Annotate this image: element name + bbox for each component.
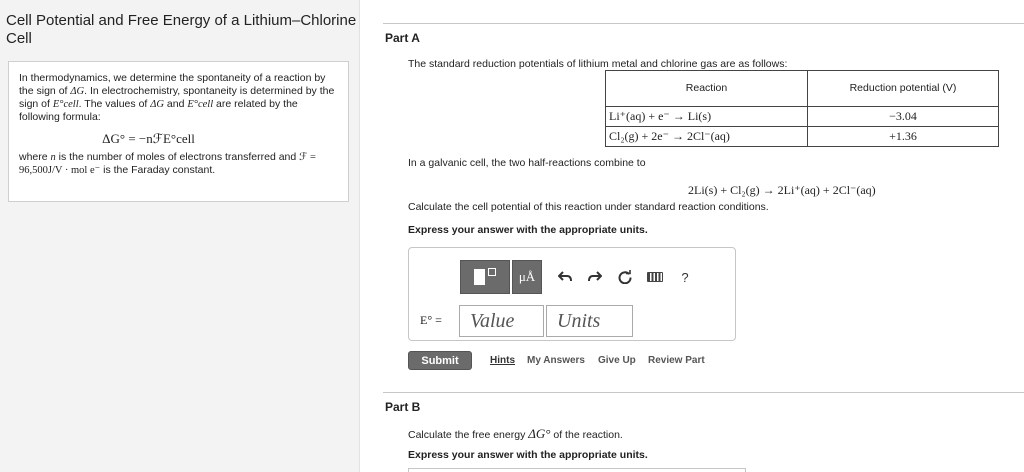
table-row — [606, 127, 999, 147]
table-row — [606, 107, 999, 127]
part-a-question: Calculate the cell potential of this reaction under standard reaction conditions. — [408, 201, 769, 213]
left-panel — [0, 0, 360, 472]
part-a-intro: The standard reduction potentials of lithium metal and chlorine gas are as follows: — [408, 58, 788, 70]
intro-paragraph: In thermodynamics, we determine the spontaneity of a reaction by the sign of ΔG. In electrochemistry, spontaneity is determined by the sign of E°cell. The values of ΔG and E°cell are related by the following formula: — [19, 72, 335, 123]
my-answers-link[interactable]: My Answers — [527, 355, 585, 366]
table-cell-reaction: Li⁺(aq) + e⁻ → Li(s) — [606, 107, 808, 127]
review-part-link[interactable]: Review Part — [648, 355, 705, 366]
faraday-paragraph: where n is the number of moles of electrons transferred and ℱ = 96,500J/V · mol e⁻ is the Faraday constant. — [19, 151, 316, 176]
part-b-answer-box — [408, 468, 746, 472]
reset-circle-svg — [618, 270, 632, 284]
reset-icon[interactable] — [610, 260, 640, 294]
help-icon[interactable]: ? — [681, 269, 689, 285]
part-b-question: Calculate the free energy ΔG° of the reaction. — [408, 426, 623, 441]
submit-button[interactable]: Submit — [408, 351, 472, 370]
intro-box — [8, 61, 349, 202]
part-a-label: Part A — [385, 31, 420, 45]
table-header-reaction: Reaction — [606, 71, 808, 107]
reduction-potentials-table — [605, 70, 999, 147]
give-up-link[interactable]: Give Up — [598, 355, 636, 366]
redo-icon[interactable] — [580, 260, 610, 294]
part-a-divider — [383, 23, 1024, 24]
table-header-potential: Reduction potential (V) — [808, 71, 999, 107]
part-b-label: Part B — [385, 400, 421, 414]
math-toolbar — [460, 260, 700, 294]
undo-icon[interactable] — [550, 260, 580, 294]
galvanic-text: In a galvanic cell, the two half-reactions combine to — [408, 157, 646, 169]
units-input[interactable] — [546, 305, 633, 337]
template-block-shape — [474, 269, 485, 285]
gibbs-formula: ΔG° = −nℱE°cell — [102, 131, 195, 146]
table-header-row — [606, 71, 999, 107]
template-small-shape — [488, 268, 496, 276]
redo-arrow-svg — [588, 271, 602, 283]
templates-icon[interactable] — [460, 260, 510, 294]
overall-reaction: 2Li(s) + Cl₂(g) → 2Li⁺(aq) + 2Cl⁻(aq) — [688, 183, 876, 197]
page-title: Cell Potential and Free Energy of a Lithium–Chlorine Cell — [6, 12, 357, 47]
undo-arrow-svg — [558, 271, 572, 283]
hints-link[interactable]: Hints — [490, 355, 515, 366]
answer-label: E° = — [420, 313, 442, 327]
table-cell-reaction: Cl₂(g) + 2e⁻ → 2Cl⁻(aq) — [606, 127, 808, 147]
part-a-instruction: Express your answer with the appropriate units. — [408, 224, 648, 236]
units-icon[interactable]: μÅ — [512, 260, 542, 294]
part-b-instruction: Express your answer with the appropriate units. — [408, 449, 648, 461]
value-input[interactable] — [459, 305, 544, 337]
keyboard-icon[interactable] — [640, 260, 670, 294]
keyboard-shape — [647, 272, 663, 282]
table-cell-potential: −3.04 — [808, 107, 999, 127]
part-b-divider — [383, 392, 1024, 393]
table-cell-potential: +1.36 — [808, 127, 999, 147]
